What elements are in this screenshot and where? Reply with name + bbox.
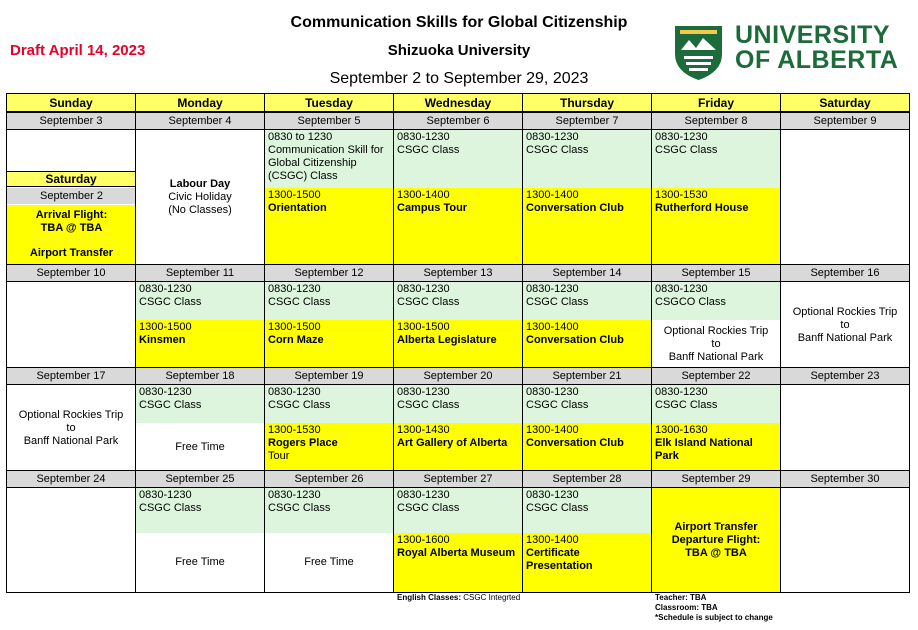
class-block (651, 385, 780, 423)
class-block (522, 488, 651, 533)
activity-block (264, 423, 393, 471)
activity-block (522, 533, 651, 593)
free-time-block (135, 533, 264, 593)
class-time: 0830-1230 (526, 386, 579, 398)
class-line1: Communication Skill for (268, 144, 384, 156)
english-classes-value: CSGC Integrted (463, 593, 521, 602)
date-header: September 6 (393, 112, 522, 130)
date-header: September 14 (522, 264, 651, 282)
class-block (522, 385, 651, 423)
logo-line-1: UNIVERSITY (735, 21, 891, 49)
class-name: CSGC Class (397, 296, 460, 308)
activity-time: 1300-1400 (526, 534, 579, 546)
class-name: CSGC Class (139, 399, 202, 411)
activity-name: Campus Tour (397, 202, 468, 214)
date-header: September 5 (264, 112, 393, 130)
activity-name: Orientation (268, 202, 327, 214)
schedule-change-note: *Schedule is subject to change (655, 613, 773, 622)
empty-cell (780, 385, 910, 471)
activity-time: 1300-1400 (526, 424, 579, 436)
inset-date-header: September 2 (7, 188, 135, 204)
trip-line3: Banff National Park (797, 331, 893, 344)
date-header: September 15 (651, 264, 780, 282)
date-header: September 25 (135, 470, 264, 488)
class-time: 0830-1230 (397, 489, 450, 501)
activity-block (651, 188, 780, 265)
holiday-cell (135, 130, 264, 265)
activity-name: Art Gallery of Alberta (397, 437, 508, 449)
class-name: CSGC Class (655, 399, 718, 411)
activity-time: 1300-1400 (526, 189, 579, 201)
class-block (135, 488, 264, 533)
class-time: 0830-1230 (526, 489, 579, 501)
date-header: September 17 (6, 367, 135, 385)
activity-time: 1300-1500 (268, 189, 321, 201)
class-time: 0830-1230 (397, 283, 450, 295)
class-block (264, 385, 393, 423)
logo-line-2: OF ALBERTA (735, 46, 899, 74)
class-name: CSGC Class (268, 399, 331, 411)
trip-line3: Banff National Park (668, 350, 764, 363)
activity-block (522, 188, 651, 265)
date-header: September 28 (522, 470, 651, 488)
class-name: CSGC Class (268, 502, 331, 514)
holiday-sub: Civic Holiday (168, 191, 232, 203)
day-header-wednesday: Wednesday (393, 93, 522, 112)
activity-name: Corn Maze (268, 334, 324, 346)
day-header-saturday: Saturday (780, 93, 910, 112)
arrival-event (7, 205, 135, 265)
trip-line1: Optional Rockies Trip (663, 324, 769, 337)
trip-line2: to (840, 318, 850, 331)
date-header: September 29 (651, 470, 780, 488)
free-time-label: Free Time (175, 556, 225, 568)
class-name: CSGC Class (655, 144, 718, 156)
arrival-line2: TBA @ TBA (40, 222, 103, 234)
activity-time: 1300-1600 (397, 534, 450, 546)
class-name: CSGC Class (526, 144, 589, 156)
university-name: Shizuoka University (387, 42, 531, 59)
empty-cell (6, 282, 135, 368)
date-header: September 18 (135, 367, 264, 385)
class-time: 0830-1230 (655, 131, 708, 143)
activity-time: 1300-1500 (268, 321, 321, 333)
sunday-cell (6, 130, 135, 265)
empty-cell (780, 488, 910, 593)
classroom-note: Classroom: TBA (655, 603, 718, 612)
inset-day-header: Saturday (7, 171, 135, 187)
date-header: September 7 (522, 112, 651, 130)
activity-block (393, 423, 522, 471)
arrival-line3: Airport Transfer (29, 247, 114, 259)
activity-time: 1300-1530 (268, 424, 321, 436)
activity-block (651, 423, 780, 471)
activity-block (135, 320, 264, 368)
class-time: 0830-1230 (655, 283, 708, 295)
free-time-block (135, 423, 264, 471)
date-range: September 2 to September 29, 2023 (329, 70, 589, 87)
class-time: 0830-1230 (268, 386, 321, 398)
activity-name: Rogers Place (268, 437, 338, 449)
date-header: September 8 (651, 112, 780, 130)
date-header: September 19 (264, 367, 393, 385)
class-block (393, 385, 522, 423)
activity-time: 1300-1500 (139, 321, 192, 333)
date-header: September 16 (780, 264, 910, 282)
departure-event (651, 488, 780, 593)
free-time-label: Free Time (175, 440, 225, 453)
class-block (522, 130, 651, 188)
day-header-tuesday: Tuesday (264, 93, 393, 112)
empty-cell (6, 488, 135, 593)
activity-time: 1300-1430 (397, 424, 450, 436)
class-name: CSGC Class (526, 502, 589, 514)
draft-date: Draft April 14, 2023 (10, 42, 146, 59)
day-header-friday: Friday (651, 93, 780, 112)
date-header: September 10 (6, 264, 135, 282)
class-block (651, 282, 780, 320)
english-classes-note (397, 593, 520, 602)
holiday-title: Labour Day (169, 178, 231, 190)
activity-block (522, 320, 651, 368)
activity-name-2: Tour (268, 450, 290, 462)
activity-name: Conversation Club (526, 437, 624, 449)
class-block (135, 282, 264, 320)
date-header: September 12 (264, 264, 393, 282)
class-name: CSGC Class (139, 502, 202, 514)
course-title: Communication Skills for Global Citizenship (290, 14, 628, 31)
date-header: September 9 (780, 112, 910, 130)
class-name: CSGC Class (397, 144, 460, 156)
day-header-monday: Monday (135, 93, 264, 112)
trip-line1: Optional Rockies Trip (18, 408, 124, 421)
class-time: 0830-1230 (268, 283, 321, 295)
class-time: 0830 to 1230 (268, 131, 333, 143)
class-line3: (CSGC) Class (268, 170, 338, 182)
date-header: September 24 (6, 470, 135, 488)
rockies-trip-block (780, 282, 910, 368)
class-block (522, 282, 651, 320)
trip-line3: Banff National Park (23, 434, 119, 447)
class-time: 0830-1230 (655, 386, 708, 398)
class-block (393, 130, 522, 188)
activity-name: Conversation Club (526, 202, 624, 214)
rockies-trip-block (651, 320, 780, 368)
activity-name: Alberta Legislature (397, 334, 497, 346)
holiday-note: (No Classes) (168, 204, 232, 216)
english-classes-label: English Classes: (397, 593, 462, 602)
date-header: September 30 (780, 470, 910, 488)
activity-time: 1300-1630 (655, 424, 708, 436)
date-header: September 20 (393, 367, 522, 385)
activity-name: Rutherford House (655, 202, 749, 214)
class-name: CSGCO Class (655, 296, 726, 308)
class-block (393, 282, 522, 320)
date-header: September 26 (264, 470, 393, 488)
class-name: CSGC Class (526, 296, 589, 308)
class-block (264, 282, 393, 320)
date-header: September 27 (393, 470, 522, 488)
class-name: CSGC Class (139, 296, 202, 308)
activity-name: Conversation Club (526, 334, 624, 346)
footer-notes (655, 593, 773, 623)
class-block (651, 130, 780, 188)
class-time: 0830-1230 (139, 489, 192, 501)
day-header-thursday: Thursday (522, 93, 651, 112)
class-time: 0830-1230 (268, 489, 321, 501)
empty-cell (780, 130, 910, 265)
activity-block (393, 533, 522, 593)
class-block (135, 385, 264, 423)
activity-time: 1300-1500 (397, 321, 450, 333)
class-time: 0830-1230 (139, 386, 192, 398)
rockies-trip-block (6, 385, 135, 471)
activity-block (522, 423, 651, 471)
activity-block (264, 188, 393, 265)
date-header: September 11 (135, 264, 264, 282)
teacher-note: Teacher: TBA (655, 593, 707, 602)
date-header: September 23 (780, 367, 910, 385)
arrival-line1: Arrival Flight: (35, 209, 108, 221)
activity-block (264, 320, 393, 368)
class-time: 0830-1230 (526, 283, 579, 295)
class-name: CSGC Class (526, 399, 589, 411)
class-time: 0830-1230 (526, 131, 579, 143)
trip-line2: to (711, 337, 721, 350)
activity-name: Kinsmen (139, 334, 186, 346)
class-block (393, 488, 522, 533)
day-header-sunday: Sunday (6, 93, 135, 112)
departure-line3: TBA @ TBA (685, 546, 747, 559)
calendar-grid (6, 93, 910, 593)
activity-block (393, 188, 522, 265)
departure-line2: Departure Flight: (671, 533, 761, 546)
class-block (264, 130, 393, 188)
date-header: September 3 (6, 112, 135, 130)
class-name: CSGC Class (397, 502, 460, 514)
free-time-label: Free Time (304, 556, 354, 568)
activity-name: Certificate Presentation (526, 547, 593, 572)
date-header: September 4 (135, 112, 264, 130)
activity-time: 1300-1530 (655, 189, 708, 201)
class-line2: Global Citizenship (268, 157, 357, 169)
activity-name: Royal Alberta Museum (397, 547, 516, 559)
trip-line1: Optional Rockies Trip (792, 305, 898, 318)
class-time: 0830-1230 (397, 131, 450, 143)
class-time: 0830-1230 (397, 386, 450, 398)
class-time: 0830-1230 (139, 283, 192, 295)
activity-time: 1300-1400 (397, 189, 450, 201)
activity-time: 1300-1400 (526, 321, 579, 333)
class-name: CSGC Class (397, 399, 460, 411)
activity-block (393, 320, 522, 368)
class-block (264, 488, 393, 533)
date-header: September 21 (522, 367, 651, 385)
date-header: September 22 (651, 367, 780, 385)
free-time-block (264, 533, 393, 593)
class-name: CSGC Class (268, 296, 331, 308)
logo-wordmark (735, 23, 898, 73)
date-header: September 13 (393, 264, 522, 282)
activity-name: Elk Island National Park (655, 437, 753, 462)
trip-line2: to (66, 421, 76, 434)
departure-line1: Airport Transfer (674, 520, 758, 533)
